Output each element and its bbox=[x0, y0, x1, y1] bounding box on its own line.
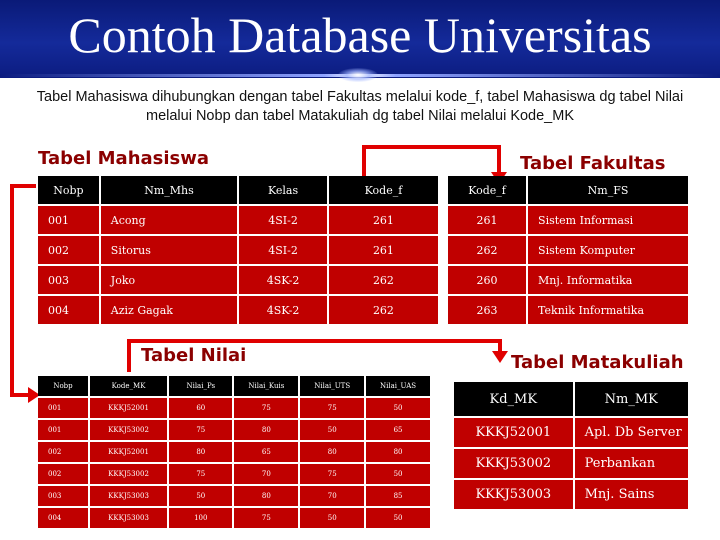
table-cell: 70 bbox=[234, 464, 298, 484]
table-cell: 004 bbox=[38, 508, 88, 528]
table-cell: 263 bbox=[448, 296, 526, 324]
table-cell: 001 bbox=[38, 206, 99, 234]
table-row bbox=[38, 206, 438, 234]
label-tabel-fakultas: Tabel Fakultas bbox=[520, 153, 666, 174]
table-cell: 75 bbox=[300, 398, 364, 418]
table-row bbox=[38, 236, 438, 264]
table-row bbox=[448, 206, 688, 234]
table-header-row bbox=[448, 176, 688, 204]
table-cell: KKKJ53003 bbox=[90, 508, 167, 528]
column-header: Nm_FS bbox=[528, 176, 688, 204]
table-header-row bbox=[38, 176, 438, 204]
table-cell: 262 bbox=[329, 296, 438, 324]
table-header-row bbox=[454, 382, 688, 416]
table-cell: KKKJ53002 bbox=[90, 420, 167, 440]
table-cell: KKKJ53003 bbox=[454, 480, 573, 509]
table-row bbox=[38, 398, 430, 418]
table-cell: 80 bbox=[300, 442, 364, 462]
table-cell: KKKJ52001 bbox=[90, 442, 167, 462]
column-header: Nilai_Kuis bbox=[234, 376, 298, 396]
table-cell: 80 bbox=[366, 442, 430, 462]
table-cell: 262 bbox=[448, 236, 526, 264]
table-cell: Sistem Komputer bbox=[528, 236, 688, 264]
table-cell: 260 bbox=[448, 266, 526, 294]
column-header: Nilai_Ps bbox=[169, 376, 232, 396]
table-cell: 75 bbox=[234, 508, 298, 528]
table-row bbox=[448, 296, 688, 324]
connector-nobp bbox=[12, 186, 36, 395]
table-cell: 001 bbox=[38, 398, 88, 418]
table-cell: 65 bbox=[366, 420, 430, 440]
table-cell: 261 bbox=[329, 206, 438, 234]
table-cell: Aziz Gagak bbox=[101, 296, 237, 324]
table-cell: Joko bbox=[101, 266, 237, 294]
table-cell: 003 bbox=[38, 266, 99, 294]
table-header-row bbox=[38, 376, 430, 396]
table-cell: Mnj. Informatika bbox=[528, 266, 688, 294]
table-cell: 100 bbox=[169, 508, 232, 528]
table-cell: 50 bbox=[366, 464, 430, 484]
table-fakultas bbox=[446, 174, 690, 326]
table-row bbox=[38, 266, 438, 294]
table-row bbox=[454, 418, 688, 447]
table-cell: KKKJ53002 bbox=[90, 464, 167, 484]
table-cell: 003 bbox=[38, 486, 88, 506]
table-cell: 50 bbox=[366, 398, 430, 418]
column-header: Nm_Mhs bbox=[101, 176, 237, 204]
table-cell: 75 bbox=[169, 420, 232, 440]
table-row bbox=[38, 296, 438, 324]
table-cell: 002 bbox=[38, 236, 99, 264]
table-cell: 70 bbox=[300, 486, 364, 506]
connector-kode-mk-arrowhead bbox=[492, 351, 508, 363]
column-header: Nobp bbox=[38, 176, 99, 204]
table-cell: 004 bbox=[38, 296, 99, 324]
table-cell: KKKJ52001 bbox=[454, 418, 573, 447]
table-cell: 4SK-2 bbox=[239, 266, 327, 294]
table-cell: Perbankan bbox=[575, 449, 688, 478]
table-cell: 75 bbox=[300, 464, 364, 484]
column-header: Kode_f bbox=[448, 176, 526, 204]
table-row bbox=[38, 464, 430, 484]
column-header: Nilai_UTS bbox=[300, 376, 364, 396]
label-tabel-mahasiswa: Tabel Mahasiswa bbox=[38, 148, 210, 169]
table-cell: 002 bbox=[38, 442, 88, 462]
table-cell: 4SK-2 bbox=[239, 296, 327, 324]
table-cell: 50 bbox=[300, 420, 364, 440]
table-cell: 60 bbox=[169, 398, 232, 418]
table-row bbox=[448, 266, 688, 294]
table-cell: 80 bbox=[234, 420, 298, 440]
table-row bbox=[38, 508, 430, 528]
column-header: Nobp bbox=[38, 376, 88, 396]
table-cell: 80 bbox=[169, 442, 232, 462]
table-cell: 50 bbox=[366, 508, 430, 528]
table-cell: 50 bbox=[169, 486, 232, 506]
table-cell: 65 bbox=[234, 442, 298, 462]
table-row bbox=[38, 442, 430, 462]
table-row bbox=[454, 480, 688, 509]
table-cell: 002 bbox=[38, 464, 88, 484]
table-cell: 4SI-2 bbox=[239, 206, 327, 234]
table-row bbox=[38, 420, 430, 440]
column-header: Nm_MK bbox=[575, 382, 688, 416]
table-cell: KKKJ52001 bbox=[90, 398, 167, 418]
table-cell: Teknik Informatika bbox=[528, 296, 688, 324]
table-cell: Acong bbox=[101, 206, 237, 234]
table-cell: Sitorus bbox=[101, 236, 237, 264]
table-cell: KKKJ53003 bbox=[90, 486, 167, 506]
table-cell: Sistem Informasi bbox=[528, 206, 688, 234]
column-header: Kode_MK bbox=[90, 376, 167, 396]
column-header: Kelas bbox=[239, 176, 327, 204]
table-cell: Apl. Db Server bbox=[575, 418, 688, 447]
column-header: Kd_MK bbox=[454, 382, 573, 416]
table-cell: 75 bbox=[169, 464, 232, 484]
column-header: Nilai_UAS bbox=[366, 376, 430, 396]
table-cell: 261 bbox=[448, 206, 526, 234]
table-mahasiswa bbox=[36, 174, 440, 326]
slide-title: Contoh Database Universitas bbox=[68, 7, 652, 63]
table-cell: 80 bbox=[234, 486, 298, 506]
description-text: Tabel Mahasiswa dihubungkan dengan tabel Fakultas melalui kode_f, tabel Mahasiswa dg tabel Nilai melalui Nobp dan tabel Matakuliah dg tabel Nilai melalui Kode_MK bbox=[36, 89, 684, 124]
table-cell: 001 bbox=[38, 420, 88, 440]
table-nilai bbox=[36, 374, 432, 530]
table-cell: KKKJ53002 bbox=[454, 449, 573, 478]
table-cell: 262 bbox=[329, 266, 438, 294]
table-matakuliah bbox=[452, 380, 690, 511]
table-cell: 4SI-2 bbox=[239, 236, 327, 264]
table-cell: 50 bbox=[300, 508, 364, 528]
label-tabel-matakuliah: Tabel Matakuliah bbox=[511, 352, 684, 373]
table-cell: 85 bbox=[366, 486, 430, 506]
table-cell: 75 bbox=[234, 398, 298, 418]
table-cell: Mnj. Sains bbox=[575, 480, 688, 509]
column-header: Kode_f bbox=[329, 176, 438, 204]
table-row bbox=[448, 236, 688, 264]
table-row bbox=[454, 449, 688, 478]
label-tabel-nilai: Tabel Nilai bbox=[141, 345, 247, 366]
table-row bbox=[38, 486, 430, 506]
table-cell: 261 bbox=[329, 236, 438, 264]
